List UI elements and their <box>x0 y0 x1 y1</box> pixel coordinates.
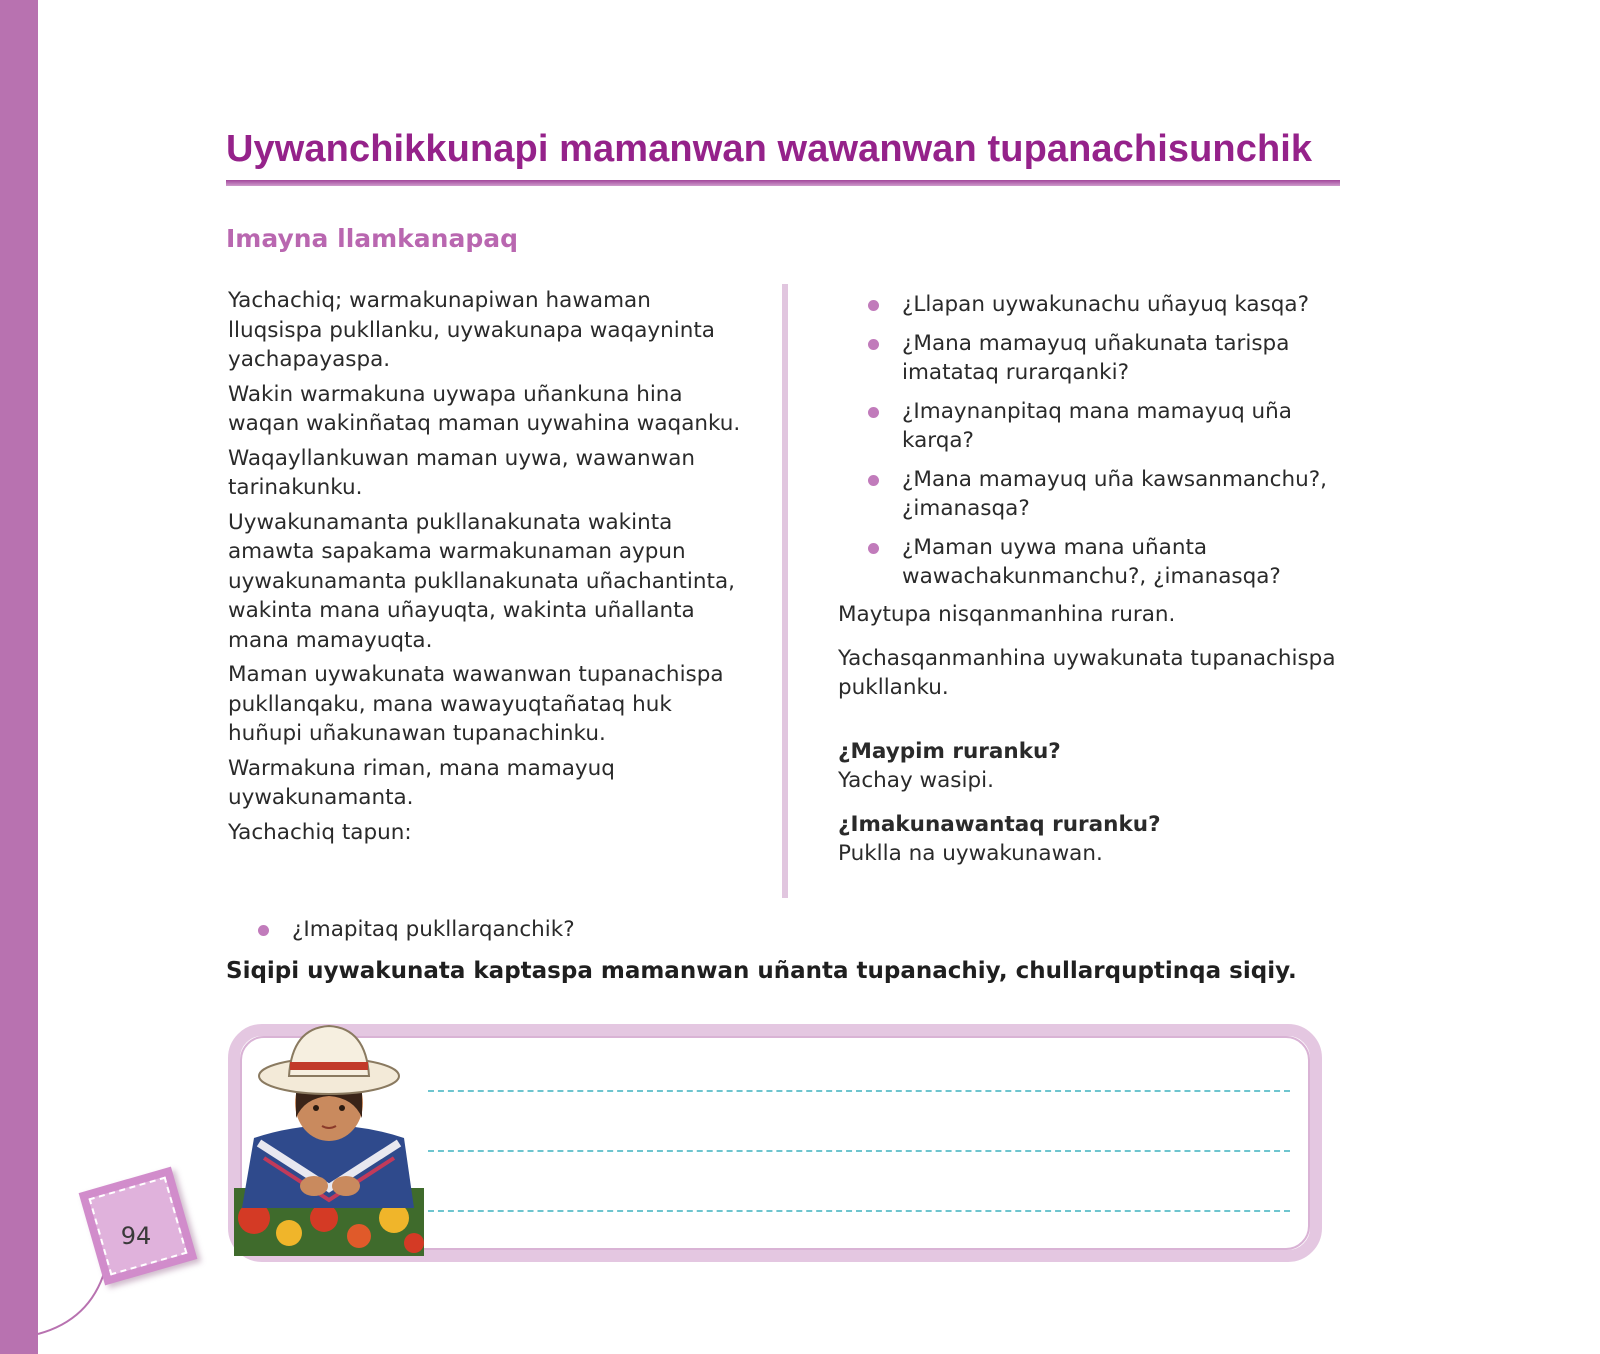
column-divider <box>782 284 788 898</box>
bullet-icon <box>868 300 879 311</box>
right-column-text <box>838 600 1338 869</box>
paragraph: Uywakunamanta pukllanakunata wakinta amawta sapakama warmakunaman aypun uywakunamanta pukllanakunata uñachantinta, wakinta mana uñayuqta, wakinta uñallanta mana mamayuqta. <box>228 509 735 653</box>
bullet-icon <box>258 925 269 936</box>
paragraph: Maman uywakunata wawanwan tupanachispa pukllanqaku, mana wawayuqtañataq huk huñupi uñakunawan tupanachinku. <box>228 662 724 746</box>
question-heading: ¿Imakunawantaq ruranku? <box>838 811 1161 837</box>
list-item <box>258 915 778 945</box>
title-underline <box>226 180 1340 186</box>
list-item <box>868 465 1348 524</box>
question-text: ¿Llapan uywakunachu uñayuq kasqa? <box>902 292 1309 317</box>
question-text: ¿Imaynanpitaq mana mamayuq uña karqa? <box>902 398 1292 453</box>
list-item <box>868 533 1348 592</box>
bullet-icon <box>868 407 879 418</box>
bullet-icon <box>868 475 879 486</box>
question-heading: ¿Maypim ruranku? <box>838 738 1061 764</box>
right-question-list <box>868 290 1348 601</box>
question-text: ¿Mana mamayuq uña kawsanmanchu?, ¿imanasqa? <box>902 466 1328 521</box>
question-text: ¿Imapitaq pukllarqanchik? <box>292 917 575 942</box>
list-item <box>868 290 1348 320</box>
section-subtitle: Imayna llamkanapaq <box>226 224 519 253</box>
paragraph: Warmakuna riman, mana mamayuq uywakunamanta. <box>228 755 615 810</box>
paragraph: Yachachiq tapun: <box>228 819 412 845</box>
writing-line[interactable] <box>428 1090 1290 1092</box>
bullet-icon <box>868 543 879 554</box>
writing-line[interactable] <box>428 1210 1290 1212</box>
paragraph: Yachachiq; warmakunapiwan hawaman lluqsispa pukllanku, uywakunapa waqayninta yachapayaspa. <box>228 288 715 372</box>
instruction-line: Yachasqanmanhina uywakunata tupanachispa pukllanku. <box>838 645 1336 700</box>
writing-line[interactable] <box>428 1150 1290 1152</box>
paragraph: Waqayllankuwan maman uywa, wawanwan tarinakunku. <box>228 445 695 500</box>
question-text: ¿Maman uywa mana uñanta wawachakunmanchu?, ¿imanasqa? <box>902 534 1281 589</box>
left-question-list <box>258 915 778 945</box>
answer-text: Puklla na uywakunawan. <box>838 841 1103 866</box>
question-text: ¿Mana mamayuq uñakunata tarispa imatataq rurarqanki? <box>902 330 1290 385</box>
page-number: 94 <box>120 1222 152 1250</box>
left-color-strip <box>0 0 38 1354</box>
paragraph: Wakin warmakuna uywapa uñankuna hina waqan wakinñataq maman uywahina waqanku. <box>228 381 741 436</box>
bullet-icon <box>868 339 879 350</box>
instruction-line: Maytupa nisqanmanhina ruran. <box>838 602 1176 627</box>
answer-text: Yachay wasipi. <box>838 768 994 793</box>
child-illustration <box>234 1018 424 1256</box>
left-column-text <box>228 286 748 852</box>
list-item <box>868 397 1348 456</box>
list-item <box>868 329 1348 388</box>
activity-instruction: Siqipi uywakunata kaptaspa mamanwan uñanta tupanachiy, chullarquptinqa siqiy. <box>226 958 1297 984</box>
page-title: Uywanchikkunapi mamanwan wawanwan tupanachisunchik <box>226 128 1313 170</box>
